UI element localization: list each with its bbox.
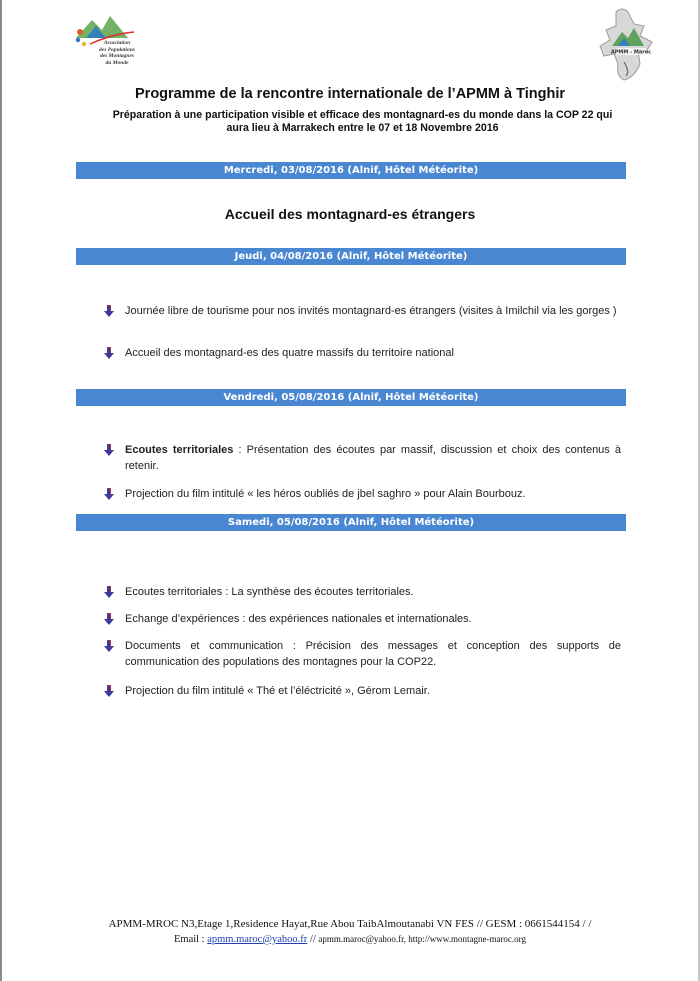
list-item — [103, 486, 621, 502]
footer-website: apmm.maroc@yahoo.fr, http://www.montagne-maroc.org — [318, 934, 527, 944]
arrow-down-bullet-icon — [103, 488, 115, 500]
arrow-down-bullet-icon — [103, 586, 115, 598]
apmm-maroc-logo-icon — [594, 6, 660, 84]
email-link[interactable]: apmm.maroc@yahoo.fr — [207, 934, 308, 945]
logo-caption-line: Association — [103, 40, 131, 46]
arrow-down-bullet-icon — [103, 444, 115, 456]
list-item — [103, 638, 621, 670]
list-item-bold: Ecoutes territoriales — [125, 444, 234, 456]
arrow-down-bullet-icon — [103, 347, 115, 359]
day-header-vendredi: Vendredi, 05/08/2016 (Alnif, Hôtel Météorite) — [76, 389, 626, 406]
section-heading: Accueil des montagnard-es étrangers — [224, 206, 476, 222]
day-header-samedi: Samedi, 05/08/2016 (Alnif, Hôtel Météorite) — [76, 514, 626, 531]
logo-caption-line: des Populations — [99, 46, 135, 53]
day-header-jeudi: Jeudi, 04/08/2016 (Alnif, Hôtel Météorite) — [76, 248, 626, 265]
arrow-down-bullet-icon — [103, 305, 115, 317]
logo-caption-line: du Monde — [105, 59, 129, 66]
arrow-down-bullet-icon — [103, 685, 115, 697]
footer-address: APMM-MROC N3,Etage 1,Residence Hayat,Rue Abou TaibAlmoutanabi VN FES // GESM : 0661544154 / / — [108, 918, 592, 930]
page-subtitle: Préparation à une participation visible et efficace des montagnard-es du monde dans la COP 22 qui aura lieu à Marrakech entre le 07 et 18 Novembre 2016 — [112, 109, 613, 134]
list-item — [103, 442, 621, 474]
list-item-text: Ecoutes territoriales : La synthèse des écoutes territoriales. — [125, 586, 414, 598]
arrow-down-bullet-icon — [103, 613, 115, 625]
list-item — [103, 584, 621, 600]
email-label: Email : — [173, 934, 208, 945]
list-item-text: Projection du film intitulé « les héros oubliés de jbel saghro » pour Alain Bourbouz. — [125, 488, 526, 500]
footer-separator: // — [307, 934, 319, 945]
list-item-text: Echange d’expériences : des expériences nationales et internationales. — [125, 613, 472, 625]
list-item-text: Projection du film intitulé « Thé et l’éléctricité », Gérom Lemair. — [125, 685, 430, 697]
arrow-down-bullet-icon — [103, 640, 115, 652]
logo-caption — [82, 40, 152, 66]
logo-caption-line: des Montagnes — [99, 53, 135, 59]
list-item-text: Documents et communication : Précision des messages et conception des supports de communication des populations des montagnes pour la COP22. — [125, 640, 621, 668]
page-title: Programme de la rencontre internationale de l’APMM à Tinghir — [135, 86, 565, 102]
logo-right-text: APMM - Maroc — [610, 49, 652, 56]
list-item-text — [125, 442, 621, 474]
list-item — [103, 345, 621, 361]
footer-contact — [0, 934, 700, 945]
list-item-text: Journée libre de tourisme pour nos invités montagnard-es étrangers (visites à Imilchil via les gorges ) — [125, 305, 617, 317]
list-item-rest: : Présentation des écoutes par massif, discussion et choix des contenus à retenir. — [125, 444, 622, 472]
page-border — [0, 0, 2, 981]
list-item — [103, 303, 621, 319]
list-item-text: Accueil des montagnard-es des quatre massifs du territoire national — [125, 347, 454, 359]
list-item — [103, 611, 621, 627]
list-item — [103, 683, 621, 699]
day-header-mercredi: Mercredi, 03/08/2016 (Alnif, Hôtel Météorite) — [76, 162, 626, 179]
